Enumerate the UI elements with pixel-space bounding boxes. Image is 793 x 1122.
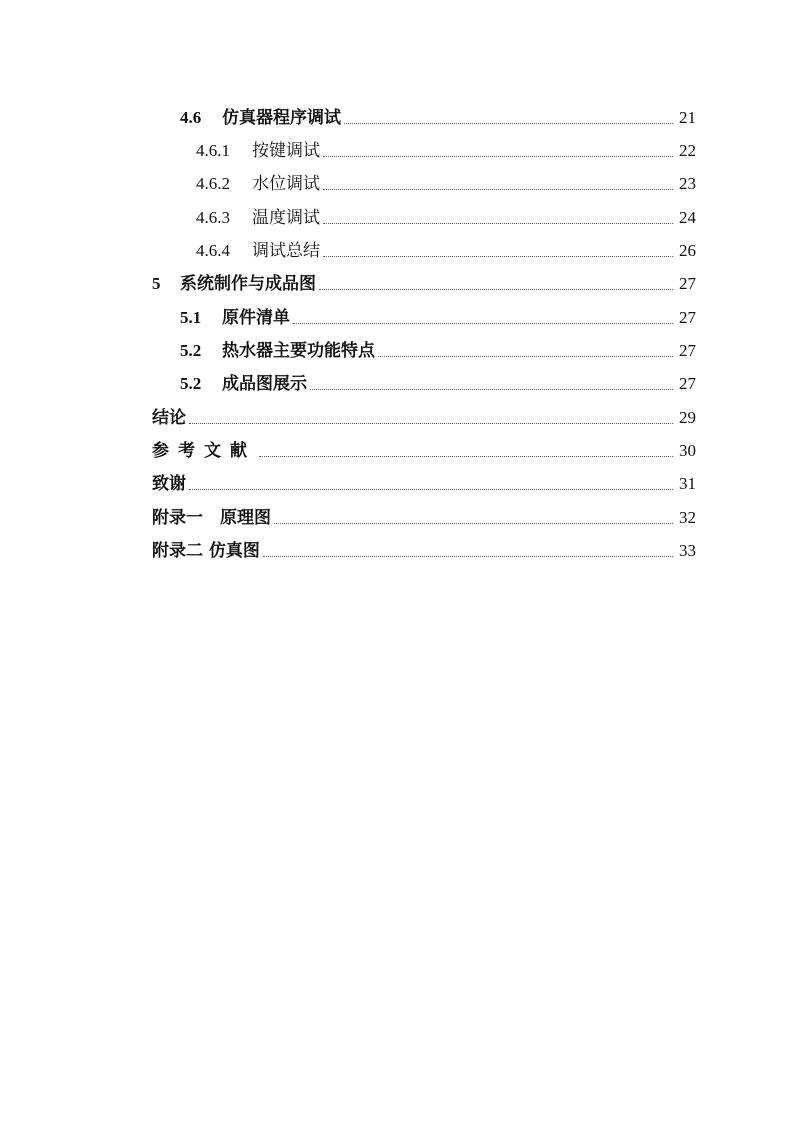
entry-page-number: 31 [679, 474, 696, 493]
entry-title: 按键调试 [252, 141, 320, 161]
entry-title: 调试总结 [252, 241, 320, 261]
toc-entry-4-6-2[interactable] [196, 170, 696, 194]
dot-leader [189, 422, 673, 424]
dot-leader [323, 188, 673, 190]
toc-entry-5[interactable] [152, 270, 696, 294]
entry-number: 4.6.3 [196, 208, 230, 227]
entry-page-number: 27 [679, 374, 696, 393]
toc-entry-5-1[interactable] [180, 304, 696, 328]
entry-number: 4.6.2 [196, 174, 230, 193]
entry-page-number: 27 [679, 274, 696, 293]
entry-number: 5.2 [180, 341, 202, 360]
entry-number: 4.6.1 [196, 141, 230, 160]
dot-leader [310, 388, 673, 390]
entry-number: 5.1 [180, 308, 202, 327]
dot-leader [259, 455, 673, 457]
entry-title: 仿真器程序调试 [222, 108, 341, 128]
dot-leader [189, 488, 673, 490]
toc-entry-conclusion[interactable] [152, 404, 696, 428]
entry-number: 5.2 [180, 374, 202, 393]
entry-page-number: 24 [679, 208, 696, 227]
entry-page-number: 29 [679, 408, 696, 427]
entry-page-number: 33 [679, 541, 696, 560]
entry-page-number: 23 [679, 174, 696, 193]
entry-title: 成品图展示 [222, 374, 307, 394]
toc-entry-5-2-features[interactable] [180, 337, 696, 361]
entry-title: 水位调试 [252, 174, 320, 194]
entry-page-number: 21 [679, 108, 696, 127]
entry-page-number: 32 [679, 508, 696, 527]
entry-title: 热水器主要功能特点 [222, 341, 375, 361]
dot-leader [344, 122, 673, 124]
dot-leader [323, 255, 673, 257]
toc-entry-acknowledgements[interactable] [152, 470, 696, 494]
dot-leader [263, 555, 673, 557]
entry-title: 附录一 原理图 [152, 508, 271, 528]
toc-entry-references[interactable] [152, 437, 696, 461]
entry-number: 4.6.4 [196, 241, 230, 260]
entry-number: 5 [152, 274, 161, 293]
dot-leader [323, 155, 673, 157]
toc-entry-4-6-1[interactable] [196, 137, 696, 161]
dot-leader [319, 288, 673, 290]
toc-entry-5-2-showcase[interactable] [180, 370, 696, 394]
entry-page-number: 30 [679, 441, 696, 460]
entry-title: 附录二 仿真图 [152, 541, 260, 561]
toc-entry-4-6[interactable] [180, 104, 696, 128]
entry-page-number: 26 [679, 241, 696, 260]
entry-title: 参考文献 [152, 441, 256, 461]
entry-page-number: 27 [679, 308, 696, 327]
dot-leader [323, 222, 673, 224]
entry-title: 结论 [152, 408, 186, 428]
entry-title: 致谢 [152, 474, 186, 494]
toc-entry-appendix-1[interactable] [152, 504, 696, 528]
entry-title: 系统制作与成品图 [180, 274, 316, 294]
entry-number: 4.6 [180, 108, 202, 127]
entry-title: 原件清单 [222, 308, 290, 328]
entry-page-number: 22 [679, 141, 696, 160]
dot-leader [378, 355, 673, 357]
toc-entry-4-6-3[interactable] [196, 204, 696, 228]
dot-leader [293, 322, 673, 324]
entry-title: 温度调试 [252, 208, 320, 228]
toc-entry-4-6-4[interactable] [196, 237, 696, 261]
dot-leader [274, 522, 673, 524]
entry-page-number: 27 [679, 341, 696, 360]
toc-entry-appendix-2[interactable] [152, 537, 696, 561]
